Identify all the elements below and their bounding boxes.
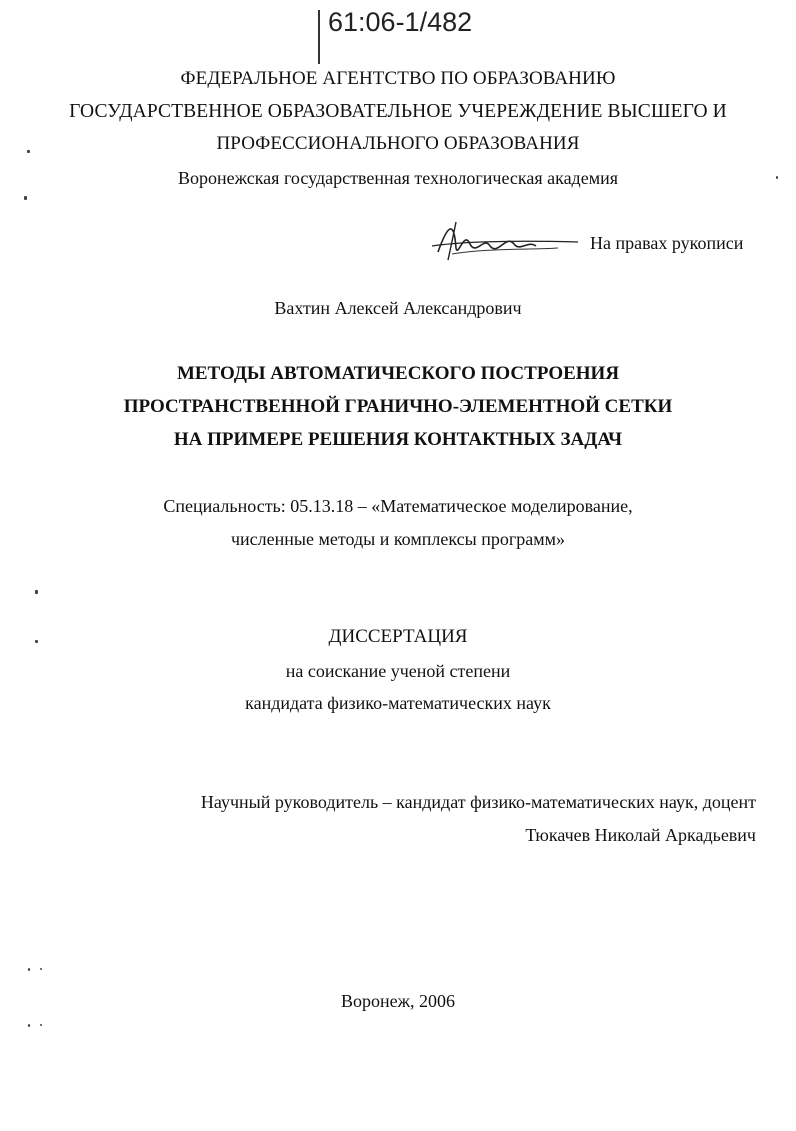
specialty-line-2: численные методы и комплексы программ» [230, 529, 566, 549]
scan-speck [28, 1024, 30, 1027]
degree-line-1: на соискание ученой степени [285, 661, 511, 681]
academy-line: Воронежская государственная технологическая академия [177, 168, 619, 188]
institution-line-2: ПРОФЕССИОНАЛЬНОГО ОБРАЗОВАНИЯ [216, 133, 580, 154]
scan-speck [776, 176, 778, 179]
scan-speck [28, 968, 30, 971]
scan-speck [35, 640, 38, 643]
dissertation-heading: ДИССЕРТАЦИЯ [328, 626, 468, 647]
degree-line-2: кандидата физико-математических наук [245, 693, 551, 713]
agency-line: ФЕДЕРАЛЬНОЕ АГЕНТСТВО ПО ОБРАЗОВАНИЮ [180, 68, 616, 89]
specialty-line-1: Специальность: 05.13.18 – «Математическое моделирование, [163, 496, 633, 516]
supervisor-name: Тюкачев Николай Аркадьевич [525, 825, 756, 845]
stamp-bar [318, 10, 320, 64]
supervisor-line: Научный руководитель – кандидат физико-математических наук, доцент [200, 792, 756, 812]
archive-stamp: 61:06-1/482 [328, 7, 473, 37]
signature-graphic [428, 218, 588, 268]
manuscript-note: На правах рукописи [590, 233, 744, 253]
scan-speck [27, 150, 30, 153]
title-line-3: НА ПРИМЕРЕ РЕШЕНИЯ КОНТАКТНЫХ ЗАДАЧ [173, 429, 623, 450]
author-name: Вахтин Алексей Александрович [274, 298, 522, 318]
institution-line-1: ГОСУДАРСТВЕННОЕ ОБРАЗОВАТЕЛЬНОЕ УЧЕРЕЖДЕНИЕ ВЫСШЕГО И [69, 101, 727, 122]
scan-speck [24, 196, 27, 200]
scan-speck [40, 968, 42, 970]
scan-speck [40, 1024, 42, 1026]
title-line-1: МЕТОДЫ АВТОМАТИЧЕСКОГО ПОСТРОЕНИЯ [176, 363, 620, 384]
scan-speck [35, 590, 38, 594]
title-line-2: ПРОСТРАНСТВЕННОЙ ГРАНИЧНО-ЭЛЕМЕНТНОЙ СЕТКИ [123, 396, 673, 417]
place-year: Воронеж, 2006 [340, 991, 456, 1011]
